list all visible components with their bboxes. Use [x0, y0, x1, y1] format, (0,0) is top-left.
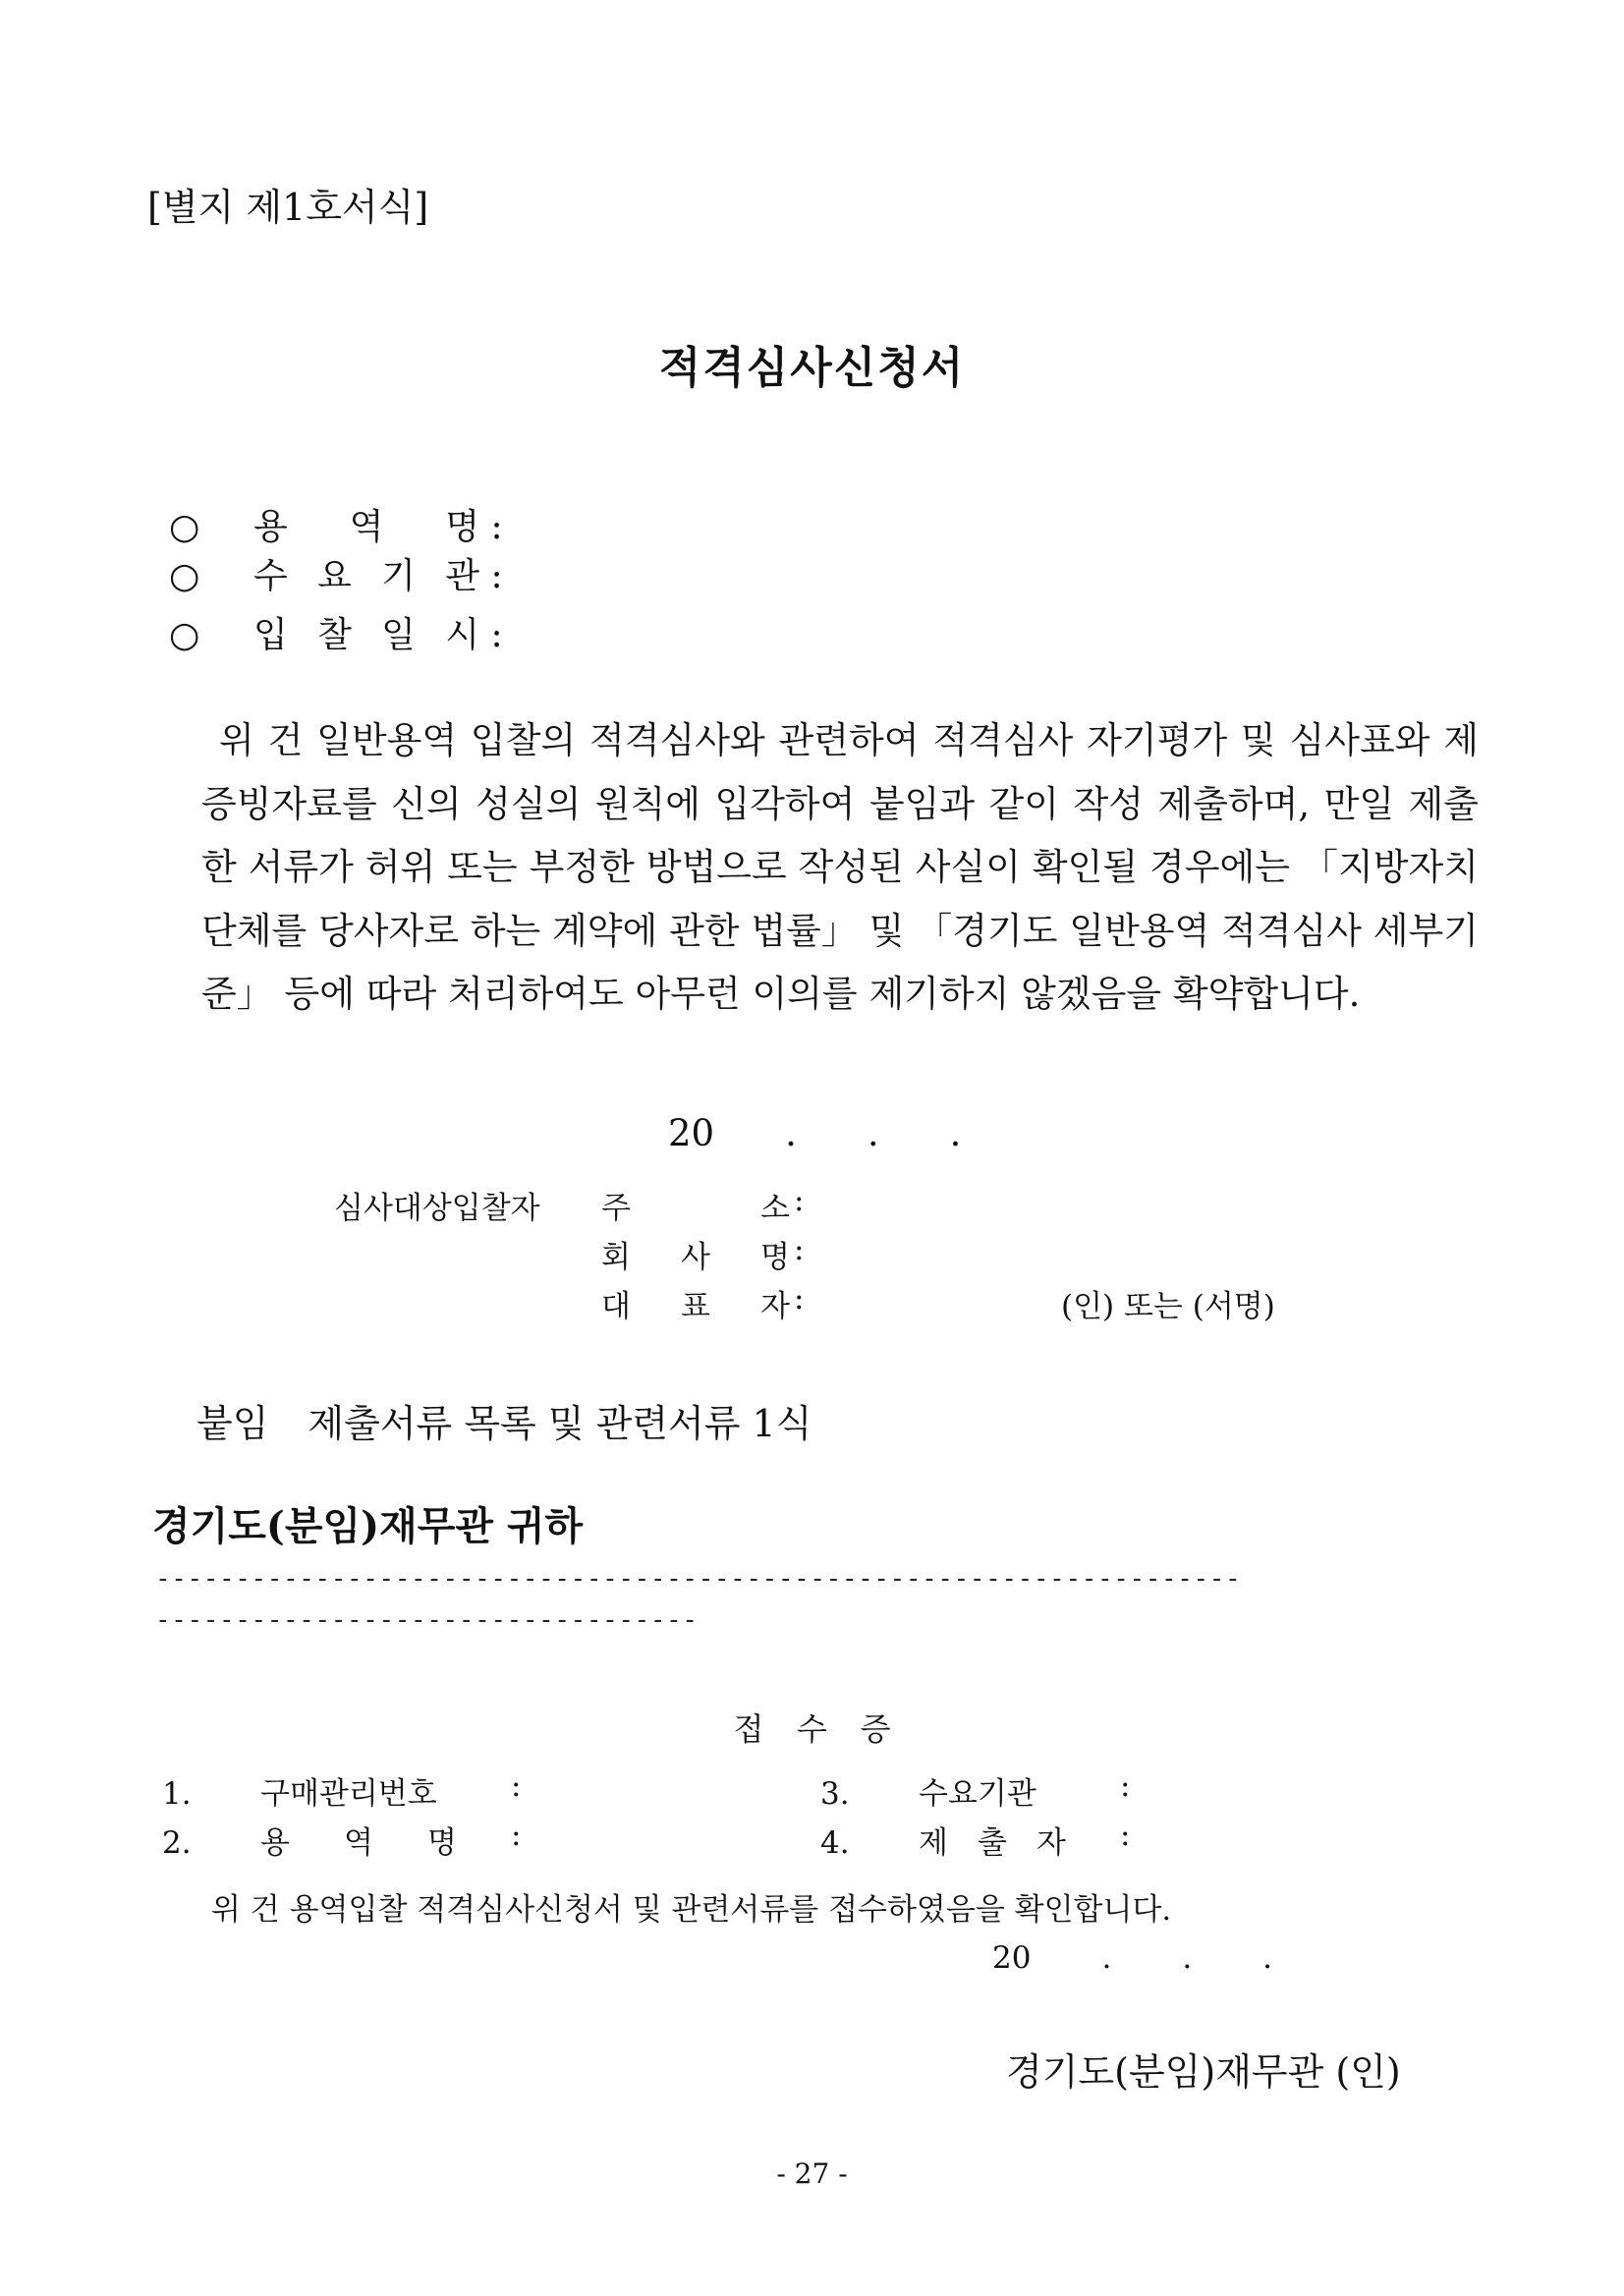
application-date: 20 . . .: [668, 1112, 962, 1154]
receipt-item: 2. 용 역 명: [162, 1825, 457, 1861]
field-colon: :: [794, 1281, 805, 1316]
receipt-item: 4. 제 출 자: [820, 1825, 1066, 1861]
form-number: [별지 제1호서식]: [147, 186, 429, 229]
page-number: - 27 -: [776, 2157, 848, 2190]
receipt-confirmation: 위 건 용역입찰 적격심사신청서 및 관련서류를 접수하였음을 확인합니다.: [211, 1892, 1172, 1928]
field-colon: :: [511, 1818, 522, 1853]
attachment-label: 붙임: [196, 1402, 269, 1445]
field-label: 수 요 기 관: [253, 556, 479, 596]
bullet-icon: ○: [169, 507, 200, 547]
receipt-item: 1. 구매관리번호: [162, 1776, 437, 1812]
field-service-name: [169, 499, 503, 549]
field-colon: :: [1120, 1818, 1131, 1853]
field-colon: :: [511, 1768, 522, 1804]
bullet-icon: ○: [169, 556, 200, 596]
bidder-address-label: 주 소: [601, 1191, 790, 1226]
field-label: 용 역 명: [253, 507, 479, 547]
field-colon: :: [1120, 1768, 1131, 1804]
cut-line: --------------------------------------------------------------------: [155, 1564, 1242, 1594]
field-bid-date: [169, 607, 503, 657]
addressee: 경기도(분임)재무관 귀하: [152, 1503, 584, 1549]
bullet-icon: ○: [169, 615, 200, 655]
bidder-representative-label: 대 표 자: [601, 1289, 790, 1324]
bidder-company-label: 회 사 명: [601, 1240, 790, 1275]
receipt-item: 3. 수요기관: [820, 1776, 1036, 1812]
receipt-date: 20 . . .: [992, 1940, 1273, 1976]
field-label: 입 찰 일 시: [253, 615, 479, 655]
field-colon: :: [490, 615, 503, 655]
field-colon: :: [490, 556, 503, 596]
attachment-note: [196, 1393, 812, 1447]
pledge-paragraph: 위 건 일반용역 입찰의 적격심사와 관련하여 적격심사 자기평가 및 심사표와 제 증빙자료를 신의 성실의 원칙에 입각하여 붙임과 같이 작성 제출하며, 만일 제출한 서류가 허위 또는 부정한 방법으로 작성된 사실이 확인될 경우에는 「지방자치단체를 당사자로 하는 계약에 관한 법률」 및 「경기도 일반용역 적격심사 세부기준」 등에 따라 처리하여도 아무런 이의를 제기하지 않겠음을 확약합니다.: [201, 719, 1479, 1015]
field-agency: [169, 548, 503, 598]
attachment-text: 제출서류 목록 및 관련서류 1식: [308, 1402, 812, 1445]
cut-line: ----------------------------------: [155, 1605, 699, 1635]
receipt-title: 접 수 증: [733, 1710, 891, 1748]
receipt-signer: 경기도(분임)재무관 (인): [1006, 2050, 1401, 2094]
page-title: 적격심사신청서: [658, 343, 966, 393]
bidder-title: 심사대상입찰자: [334, 1191, 540, 1226]
field-colon: :: [490, 507, 503, 547]
seal-or-signature-note: (인) 또는 (서명): [1061, 1289, 1275, 1324]
field-colon: :: [794, 1232, 805, 1267]
field-colon: :: [794, 1183, 805, 1218]
